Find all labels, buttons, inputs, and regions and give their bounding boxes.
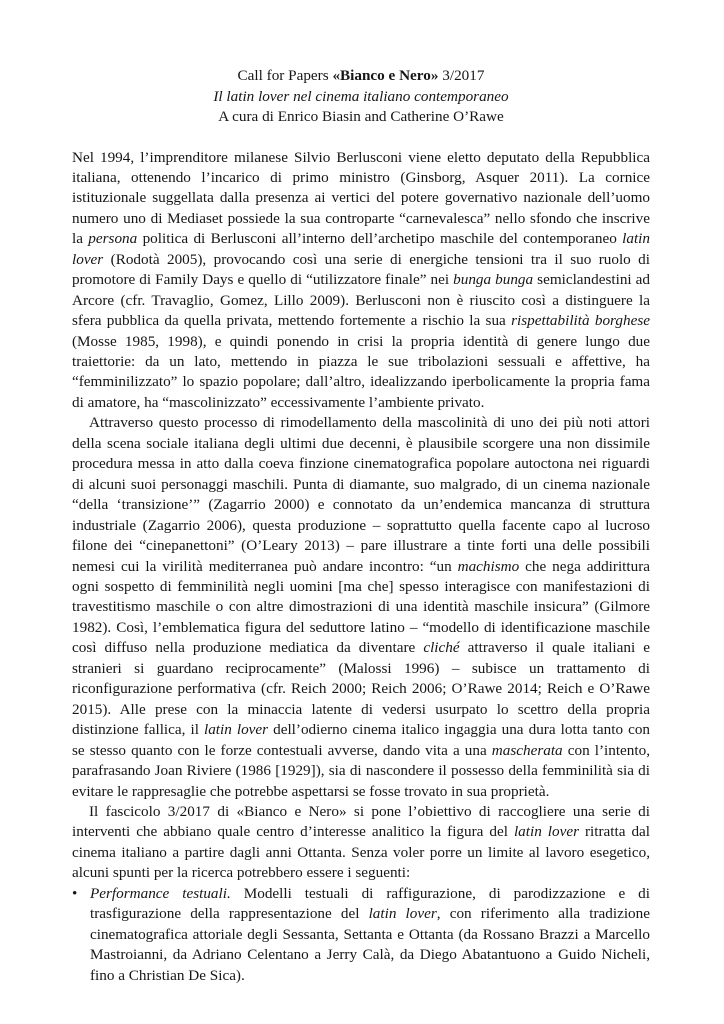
body-paragraph (72, 148, 650, 414)
body-paragraph (72, 802, 650, 884)
text-run: che nega addirittura ogni sospetto di femminilità negli uomini [ma che] spesso interagisce con manifestazioni di travestitismo maschile o con altre dimostrazioni di una identità maschile insicura” (Gilmore 1982). Così, l’emblematica figura del seduttore latino – “modello di identificazione maschile così diffuso nella produzione mediatica da diventare (72, 557, 650, 657)
cfp-label: Call for Papers (237, 67, 333, 84)
italic-phrase: latin lover (368, 905, 437, 923)
document-body (72, 148, 650, 987)
italic-phrase: mascherata (491, 741, 563, 759)
text-run: Nel 1994, l’imprenditore milanese Silvio Berlusconi viene eletto deputato della Repubblica italiana, ottenendo l’incarico di primo ministro (Ginsborg, Asquer 2011). La cornice istituzionale suggellata dalla presenza ai vertici del potere governativo nazionale dell’uomo numero uno di Mediaset possiede la sua controparte “carnevalesca” nello sfondo che inscrive la (72, 148, 650, 248)
italic-phrase: latin lover (513, 823, 579, 841)
text-run: Il fascicolo 3/2017 di «Bianco e Nero» si pone l’obiettivo di raccogliere una serie di interventi che abbiano quale centro d’interesse analitico la figura del (72, 803, 650, 841)
text-run: dell’odierno cinema italico ingaggia una dura lotta tanto con se stesso quanto con le forze contestuali avverse, dando vita a una (72, 721, 651, 759)
text-run: con l’intento, parafrasando Joan Riviere (1986 [1929]), sia di nascondere il possesso della femminilità sia di evitare le rappresaglie che potrebbe aspettarsi se fosse trovato in sua proprietà. (72, 741, 650, 800)
header-title-line (72, 66, 650, 87)
italic-phrase: machismo (457, 557, 520, 575)
body-paragraph (72, 413, 650, 802)
text-run: attraverso il quale italiani e stranieri si guardano reciprocamente” (Malossi 1996) – subisce un trattamento di riconfigurazione performativa (cfr. Reich 2000; Reich 2006; O’Rawe 2014; Reich e O’Rawe 2015). Alle prese con la minaccia latente di vedersi usurpato lo scettro della propria distinzione fallica, il (72, 639, 650, 739)
text-run: politica di Berlusconi all’interno dell’archetipo maschile del contemporaneo (137, 230, 623, 248)
italic-phrase: latin lover (203, 721, 269, 739)
italic-phrase: rispettabilità borghese (511, 312, 650, 330)
editors-line: A cura di Enrico Biasin and Catherine O’Rawe (218, 108, 504, 125)
italic-phrase: latin lover (72, 230, 650, 268)
bullet-marker: • (72, 884, 78, 902)
issue-subtitle: Il latin lover nel cinema italiano contemporaneo (213, 87, 509, 105)
text-run: Attraverso questo processo di rimodellamento della mascolinità di uno dei più noti attori della scena sociale italiana degli ultimi due decenni, è plausibile scorgere una non dissimile procedura messa in atto dalla coeva finzione cinematografica popolare autoctona nei riguardi di alcuni suoi personaggi maschili. Punta di diamante, suo malgrado, di un cinema nazionale “della ‘transizione’” (Zagarrio 2000) e connotato da un’endemica mancanza di struttura industriale (Zagarrio 2006), questa produzione – soprattutto quella facente capo al lucroso filone dei “cinepanettoni” (O’Leary 2013) – pare illustrare a tinte forti una delle possibili nemesi cui la virilità mediterranea può andare incontro: “un (72, 414, 650, 575)
text-run: Modelli testuali di raffigurazione, di parodizzazione e di trasfigurazione della rappresentazione del (90, 884, 650, 923)
research-topics-list (72, 884, 650, 986)
list-item-text (90, 885, 650, 984)
italic-phrase: persona (88, 230, 138, 248)
text-run: (Rodotà 2005), provocando così una serie di energiche tensioni tra il suo ruolo di promotore di Family Days e quello di “utilizzatore finale” nei (72, 250, 650, 289)
journal-name: «Bianco e Nero» (332, 67, 439, 84)
text-run: ritratta dal cinema italiano a partire dagli anni Ottanta. Senza voler porre un limite al lavoro esegetico, alcuni spunti per la ricerca potrebbero essere i seguenti: (72, 823, 650, 882)
text-run: (Mosse 1985, 1998), e quindi ponendo in crisi la propria identità di genere lungo due traiettorie: da un lato, mettendo in piazza le sue tribolazioni sessuali e affettive, ha “femminilizzato” lo spazio popolare; dall’altro, idealizzando iperbolicamente la propria fama di amatore, ha “mascolinizzato” eccessivamente l’ambiente privato. (72, 332, 650, 411)
call-for-papers-header (72, 66, 650, 128)
issue-number: 3/2017 (438, 67, 485, 84)
italic-phrase: bunga bunga (453, 271, 534, 289)
list-item (72, 884, 650, 986)
italic-phrase: cliché (423, 639, 460, 657)
text-run: , con riferimento alla tradizione cinematografica attoriale degli Sessanta, Settanta e Ottanta (da Rossano Brazzi a Marcello Mastroianni, da Adriano Celentano a Jerry Calà, da Diego Abatantuono a Guido Nicheli, fino a Christian De Sica). (90, 905, 650, 984)
italic-phrase: Performance testuali. (90, 884, 231, 902)
text-run: semiclandestini ad Arcore (cfr. Travaglio, Gomez, Lillo 2009). Berlusconi non è riuscito così a distinguere la sfera pubblica da quella privata, mettendo fortemente a rischio la sua (72, 271, 651, 330)
